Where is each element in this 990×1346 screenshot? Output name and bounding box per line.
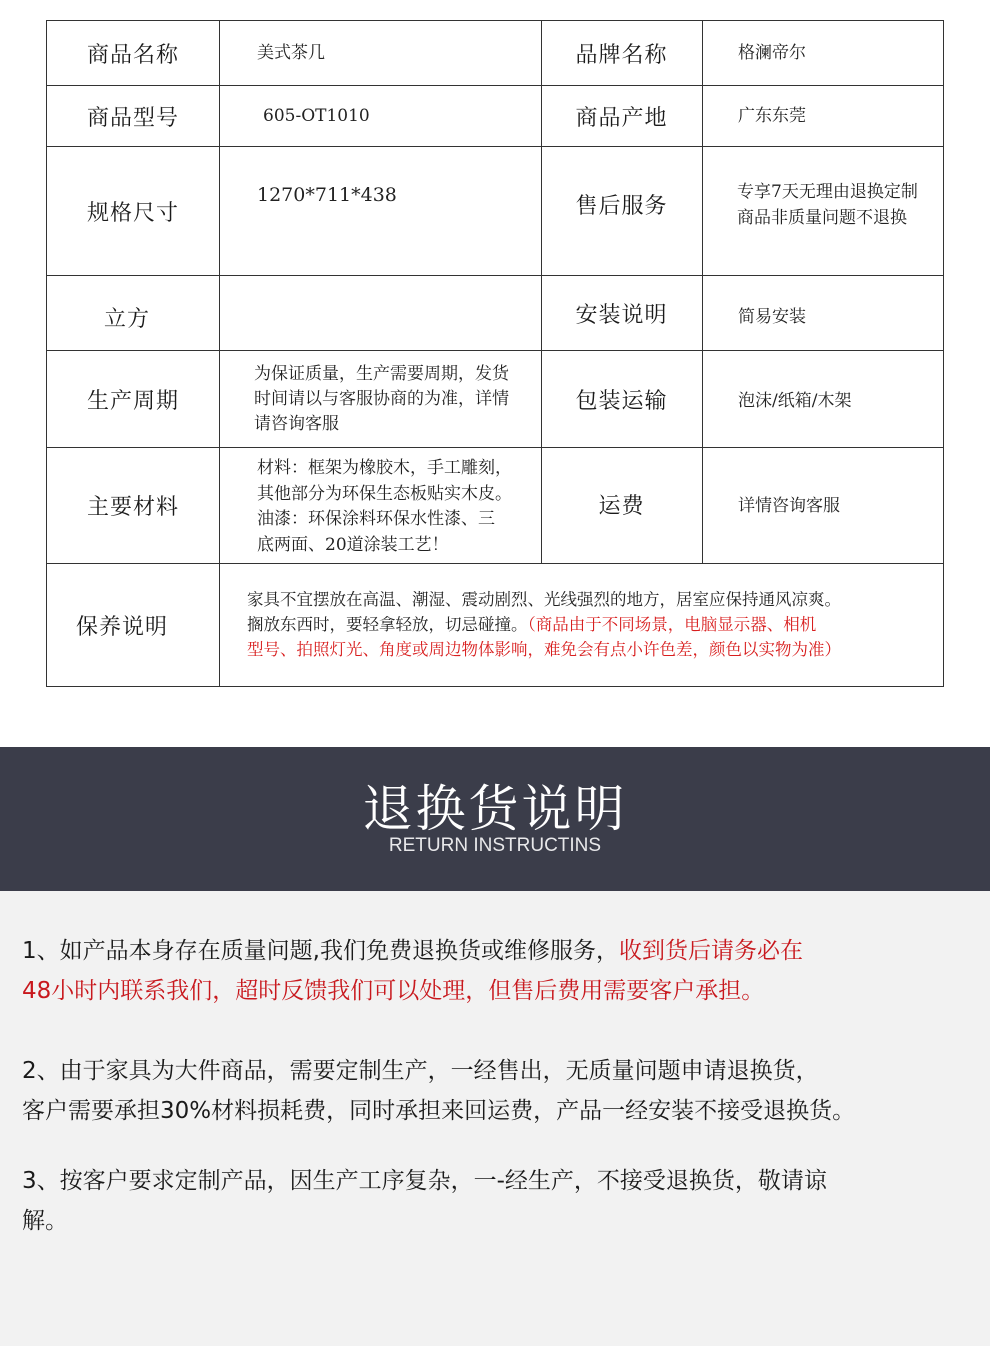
note-2-line-1: 2、由于家具为大件商品，需要定制生产，一经售出，无质量问题申请退换货， xyxy=(22,1058,819,1084)
label-materials: 主要材料 xyxy=(86,495,179,520)
label-production-cycle: 生产周期 xyxy=(86,388,179,414)
value-brand-name: 格澜帝尔 xyxy=(738,43,806,63)
cycle-line: 请咨询客服 xyxy=(254,414,339,434)
value-packaging: 泡沫/纸箱/木架 xyxy=(738,391,852,411)
after-sales-line: 专享7天无理由退换定制 xyxy=(737,182,918,202)
banner-title: 退换货说明 xyxy=(362,780,628,838)
value-installation: 简易安装 xyxy=(738,307,806,327)
materials-line: 其他部分为环保生态板贴实木皮。 xyxy=(257,483,512,504)
label-origin: 商品产地 xyxy=(575,105,668,131)
value-shipping-fee: 详情咨询客服 xyxy=(738,495,840,516)
label-care: 保养说明 xyxy=(75,614,168,640)
care-line-red: 型号、拍照灯光、角度或周边物体影响，难免会有点小许色差，颜色以实物为准） xyxy=(247,640,841,659)
label-product-name: 商品名称 xyxy=(86,42,179,68)
note-1-line-1 xyxy=(22,931,962,971)
value-production-cycle xyxy=(254,362,539,442)
label-after-sales: 售后服务 xyxy=(575,194,668,219)
return-banner xyxy=(0,747,990,891)
value-care xyxy=(247,587,937,667)
cycle-line: 时间请以与客服协商的为准，详情 xyxy=(254,389,509,409)
materials-line: 油漆：环保涂料环保水性漆、三 xyxy=(257,509,495,529)
care-line-red: （商品由于不同场景，电脑显示器、相机 xyxy=(527,615,817,634)
note-3-line-1: 3、按客户要求定制产品，因生产工序复杂，一-经生产，不接受退换货，敬请谅 xyxy=(22,1168,827,1194)
value-materials xyxy=(257,456,542,560)
label-packaging: 包装运输 xyxy=(575,388,668,414)
note-1 xyxy=(22,931,962,1011)
materials-line: 底两面、20道涂装工艺！ xyxy=(257,534,449,555)
value-origin: 广东东莞 xyxy=(738,106,806,126)
note-3-line-2: 解。 xyxy=(22,1208,68,1234)
care-line-black: 搁放东西时，要轻拿轻放，切忌碰撞。 xyxy=(247,615,528,634)
label-brand-name: 品牌名称 xyxy=(575,42,668,68)
care-line: 家具不宜摆放在高温、潮湿、震动剧烈、光线强烈的地方，居室应保持通风凉爽。 xyxy=(247,590,841,609)
value-dimensions: 1270*711*438 xyxy=(257,184,397,206)
note-1-line-2: 48小时内联系我们，超时反馈我们可以处理，但售后费用需要客户承担。 xyxy=(22,978,765,1004)
col-divider xyxy=(702,21,703,563)
value-volume xyxy=(257,276,537,350)
note-1-black: 1、如产品本身存在质量问题,我们免费退换货或维修服务， xyxy=(22,938,619,964)
value-product-name: 美式茶几 xyxy=(257,43,325,63)
value-after-sales xyxy=(737,179,942,239)
col-divider xyxy=(219,21,220,686)
after-sales-line: 商品非质量问题不退换 xyxy=(737,208,907,228)
care-line xyxy=(247,612,816,637)
note-3 xyxy=(22,1161,962,1241)
materials-line: 材料：框架为橡胶木，手工雕刻， xyxy=(257,458,512,478)
value-model: 605-OT1010 xyxy=(263,106,370,126)
banner-subtitle: RETURN INSTRUCTINS xyxy=(388,835,602,856)
label-volume: 立方 xyxy=(103,306,150,332)
cycle-line: 为保证质量，生产需要周期，发货 xyxy=(254,364,509,384)
note-2-line-2: 客户需要承担30%材料损耗费，同时承担来回运费，产品一经安装不接受退换货。 xyxy=(22,1098,856,1124)
label-dimensions: 规格尺寸 xyxy=(86,200,179,226)
spec-table xyxy=(46,20,944,687)
label-model: 商品型号 xyxy=(86,105,179,131)
note-2 xyxy=(22,1051,962,1131)
label-shipping-fee: 运费 xyxy=(598,493,645,519)
note-1-red: 收到货后请务必在 xyxy=(618,938,803,964)
label-installation: 安装说明 xyxy=(575,302,668,328)
return-notes xyxy=(0,891,990,1346)
